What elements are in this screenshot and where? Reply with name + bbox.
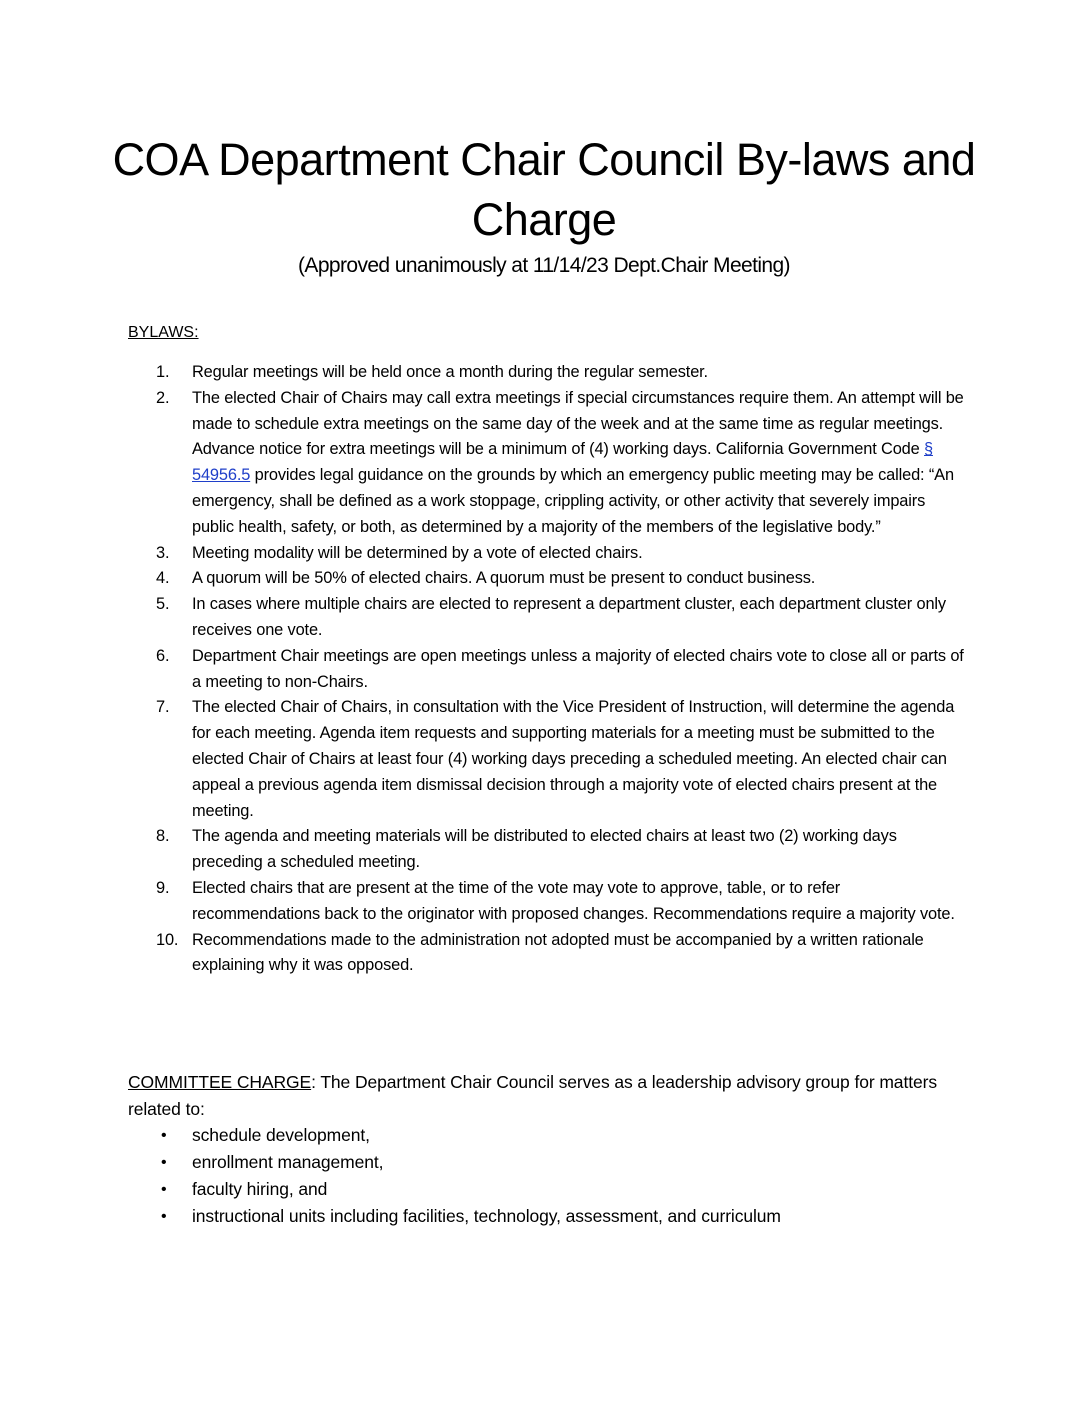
government-code-link[interactable]: § 54956.5	[192, 440, 933, 485]
bylaws-list	[128, 360, 968, 979]
bylaw-text: The elected Chair of Chairs, in consultation with the Vice President of Instruction, will determine the agenda for each meeting. Agenda item requests and supporting materials for a meeting must be submitted to the elected Chair of Chairs at least four (4) working days preceding a scheduled meeting. An elected chair can appeal a previous agenda item dismissal decision through a majority vote of elected chairs present at the meeting.	[192, 698, 955, 820]
committee-charge-label: COMMITTEE CHARGE	[128, 1072, 312, 1092]
committee-charge-intro: : The Department Chair Council serves as a leadership advisory group for matters related to:	[128, 1072, 937, 1119]
charge-item-text: faculty hiring, and	[192, 1179, 328, 1199]
committee-charge-list	[128, 1122, 968, 1230]
bylaw-text: The agenda and meeting materials will be distributed to elected chairs at least two (2) working days preceding a scheduled meeting.	[192, 827, 897, 872]
bylaw-text: In cases where multiple chairs are elected to represent a department cluster, each department cluster only receives one vote.	[192, 595, 946, 639]
bullet-icon: •	[161, 1208, 167, 1225]
committee-charge-paragraph	[128, 1069, 968, 1123]
bylaw-text: Department Chair meetings are open meetings unless a majority of elected chairs vote to close all or parts of a meeting to non-Chairs.	[192, 646, 964, 691]
charge-list-item	[128, 1176, 968, 1203]
bullet-icon: •	[161, 1154, 167, 1171]
bullet-icon: •	[161, 1127, 167, 1144]
bylaw-number: 7.	[156, 698, 170, 717]
charge-item-text: schedule development,	[192, 1125, 370, 1145]
bylaw-number: 4.	[156, 569, 170, 588]
bylaw-item	[128, 695, 968, 824]
bylaw-item	[128, 566, 968, 592]
bylaw-number: 5.	[156, 595, 170, 614]
bylaw-number: 6.	[156, 646, 170, 665]
bylaw-item	[128, 386, 968, 541]
charge-list-item	[128, 1149, 968, 1176]
charge-item-text: enrollment management,	[192, 1152, 384, 1172]
bylaw-text: Recommendations made to the administration not adopted must be accompanied by a written rationale explaining why it was opposed.	[192, 930, 924, 975]
bylaw-item	[128, 360, 968, 386]
bylaw-item	[128, 876, 968, 928]
bylaw-text: The elected Chair of Chairs may call extra meetings if special circumstances require them. An attempt will be made to schedule extra meetings on the same day of the week and at the same time as regular meetings. Advance notice for extra meetings will be a minimum of (4) working days. California Government Code	[192, 388, 964, 459]
bylaw-item	[128, 541, 968, 567]
bylaw-item	[128, 824, 968, 876]
charge-item-text: instructional units including facilities, technology, assessment, and curriculum	[192, 1206, 781, 1226]
bylaw-number: 10.	[156, 930, 179, 949]
document-subtitle: (Approved unanimously at 11/14/23 Dept.Chair Meeting)	[298, 254, 790, 277]
charge-list-item	[128, 1203, 968, 1230]
bylaws-heading: BYLAWS:	[128, 324, 199, 341]
bylaw-text: A quorum will be 50% of elected chairs. A quorum must be present to conduct business.	[192, 569, 816, 588]
bylaw-item	[128, 592, 968, 644]
bylaw-number: 2.	[156, 388, 170, 407]
bylaw-text: Meeting modality will be determined by a vote of elected chairs.	[192, 543, 643, 562]
bylaw-item	[128, 644, 968, 696]
bylaw-text: provides legal guidance on the grounds by which an emergency public meeting may be called: “An emergency, shall be defined as a work stoppage, crippling activity, or other activity that severely impairs public health, safety, or both, as determined by a majority of the members of the legislative body.”	[192, 466, 954, 536]
charge-list-item	[128, 1122, 968, 1149]
document-title: COA Department Chair Council By-laws and Charge	[112, 134, 976, 245]
bullet-icon: •	[161, 1181, 167, 1198]
bylaw-number: 9.	[156, 878, 170, 897]
bylaw-text: Regular meetings will be held once a month during the regular semester.	[192, 363, 708, 381]
bylaw-number: 8.	[156, 827, 170, 846]
bylaw-number: 3.	[156, 543, 170, 562]
bylaw-text: Elected chairs that are present at the time of the vote may vote to approve, table, or to refer recommendations back to the originator with proposed changes. Recommendations require a majority vote.	[192, 878, 955, 923]
bylaw-number: 1.	[156, 363, 170, 381]
bylaw-item	[128, 928, 968, 980]
